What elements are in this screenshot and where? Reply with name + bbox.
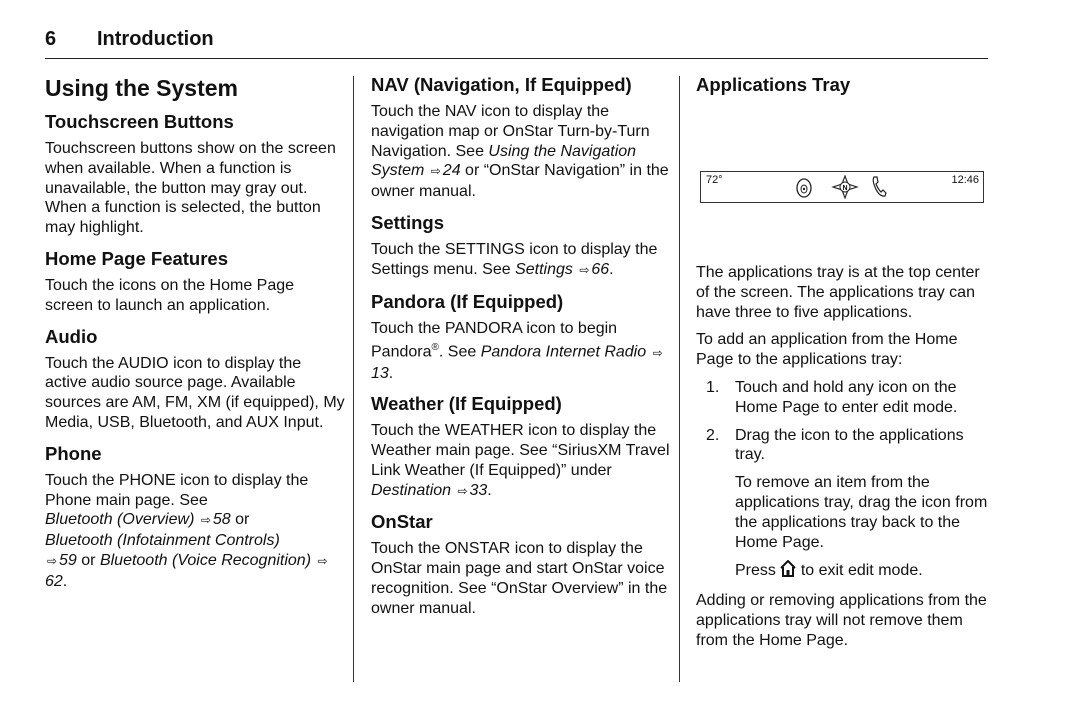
page-number: 6	[45, 28, 57, 50]
list-item: 1. Touch and hold any icon on the Home Page to enter edit mode.	[706, 378, 958, 416]
navigation-icon	[831, 175, 859, 204]
subheading-apps-tray: Applications Tray	[696, 74, 851, 95]
applications-tray-illustration	[700, 171, 984, 203]
chapter-title: Introduction	[97, 28, 214, 50]
paragraph: Touchscreen buttons show on the screen when available. When a function is unavailable, the button may gray out. When a function is selected, the button may highlight.	[45, 140, 336, 237]
paragraph: To remove an item from the applications tray, drag the icon from the applications tray back to the Home Page.	[735, 474, 988, 551]
home-icon	[780, 560, 796, 583]
phone-icon	[871, 175, 887, 204]
subheading-settings: Settings	[371, 211, 444, 233]
subheading-home-page: Home Page Features	[45, 247, 229, 269]
subheading-weather: Weather (If Equipped)	[371, 393, 562, 415]
column-1	[45, 72, 345, 600]
page-ref-arrow-icon: ⇨	[652, 345, 663, 360]
page-header	[45, 28, 988, 59]
cross-reference[interactable]: Bluetooth (Voice Recognition)	[99, 551, 312, 569]
column-2	[371, 72, 671, 627]
cross-reference[interactable]: Bluetooth (Overview)	[45, 511, 195, 529]
page-ref[interactable]: 62	[45, 572, 63, 590]
page-ref[interactable]: 59	[59, 551, 77, 569]
paragraph: Touch the NAV icon to display the navigation map or OnStar Turn-by-Turn Navigation. See Using the Navigation System ⇨ 24 or “OnStar Navigation” in the owner manual.	[371, 103, 669, 201]
paragraph: Adding or removing applications from the applications tray will not remove them from the Home Page.	[696, 592, 987, 649]
paragraph: The applications tray is at the top center of the screen. The applications tray can have three to five applications.	[696, 264, 980, 321]
column-divider	[353, 76, 354, 682]
paragraph: Touch the ONSTAR icon to display the OnStar main page and start OnStar voice recognition. See “OnStar Overview” in the owner manual.	[371, 540, 668, 617]
paragraph: Touch the icons on the Home Page screen to launch an application.	[45, 276, 295, 314]
page-ref-arrow-icon: ⇨	[457, 483, 468, 498]
subheading-audio: Audio	[45, 325, 98, 347]
audio-icon	[794, 175, 816, 204]
page-ref-arrow-icon: ⇨	[317, 553, 328, 568]
tray-clock: 12:46	[951, 174, 979, 186]
tray-temperature: 72°	[706, 174, 723, 186]
page-ref[interactable]: 24	[442, 162, 461, 180]
page-ref-arrow-icon: ⇨	[46, 553, 58, 568]
page-ref[interactable]: 33	[469, 481, 488, 499]
paragraph: Touch the SETTINGS icon to display the Settings menu. See Settings ⇨ 66.	[371, 240, 671, 281]
page-ref-arrow-icon: ⇨	[430, 164, 441, 179]
list-item: 2. Drag the icon to the applications tray.	[706, 426, 964, 464]
subheading-phone: Phone	[45, 442, 102, 464]
registered-mark: ®	[431, 342, 439, 354]
paragraph: Touch the PHONE icon to display the Phone main page. See Bluetooth (Overview) ⇨ 58 or Bluetooth (Infotainment Controls) ⇨ 59 or Bluetooth (Voice Recognition) ⇨62.	[45, 471, 328, 590]
subheading-nav: NAV (Navigation, If Equipped)	[371, 74, 632, 95]
paragraph: Touch the WEATHER icon to display the Weather main page. See “SiriusXM Travel Link Weather (If Equipped)” under Destination ⇨ 33.	[371, 421, 671, 501]
page-ref[interactable]: 13	[371, 364, 389, 382]
page-ref[interactable]: 58	[212, 511, 231, 529]
page-ref-arrow-icon: ⇨	[579, 262, 590, 277]
cross-reference[interactable]: Destination	[371, 481, 452, 499]
column-3	[696, 72, 988, 659]
steps-list	[696, 378, 988, 465]
paragraph: To add an application from the Home Page to the applications tray:	[696, 331, 958, 369]
cross-reference[interactable]: Settings	[515, 260, 573, 278]
paragraph: Touch the PANDORA icon to begin Pandora®. See Pandora Internet Radio ⇨13.	[371, 319, 663, 382]
page-ref[interactable]: 66	[591, 260, 610, 278]
subheading-pandora: Pandora (If Equipped)	[371, 290, 564, 312]
paragraph: Press to exit edit mode.	[696, 560, 988, 583]
cross-reference[interactable]: Using the Navigation System	[371, 142, 637, 180]
svg-text:N: N	[842, 185, 848, 192]
subheading-onstar: OnStar	[371, 511, 433, 533]
column-divider	[679, 76, 680, 682]
subheading-touchscreen: Touchscreen Buttons	[45, 111, 234, 132]
cross-reference[interactable]: Bluetooth (Infotainment Controls)	[45, 532, 280, 550]
page-ref-arrow-icon: ⇨	[200, 513, 211, 528]
section-heading: Using the System	[45, 75, 238, 101]
paragraph: Touch the AUDIO icon to display the active audio source page. Available sources are AM, FM, XM (if equipped), My Media, USB, Bluetooth, and AUX Input.	[45, 354, 345, 431]
cross-reference[interactable]: Pandora Internet Radio	[480, 343, 647, 361]
